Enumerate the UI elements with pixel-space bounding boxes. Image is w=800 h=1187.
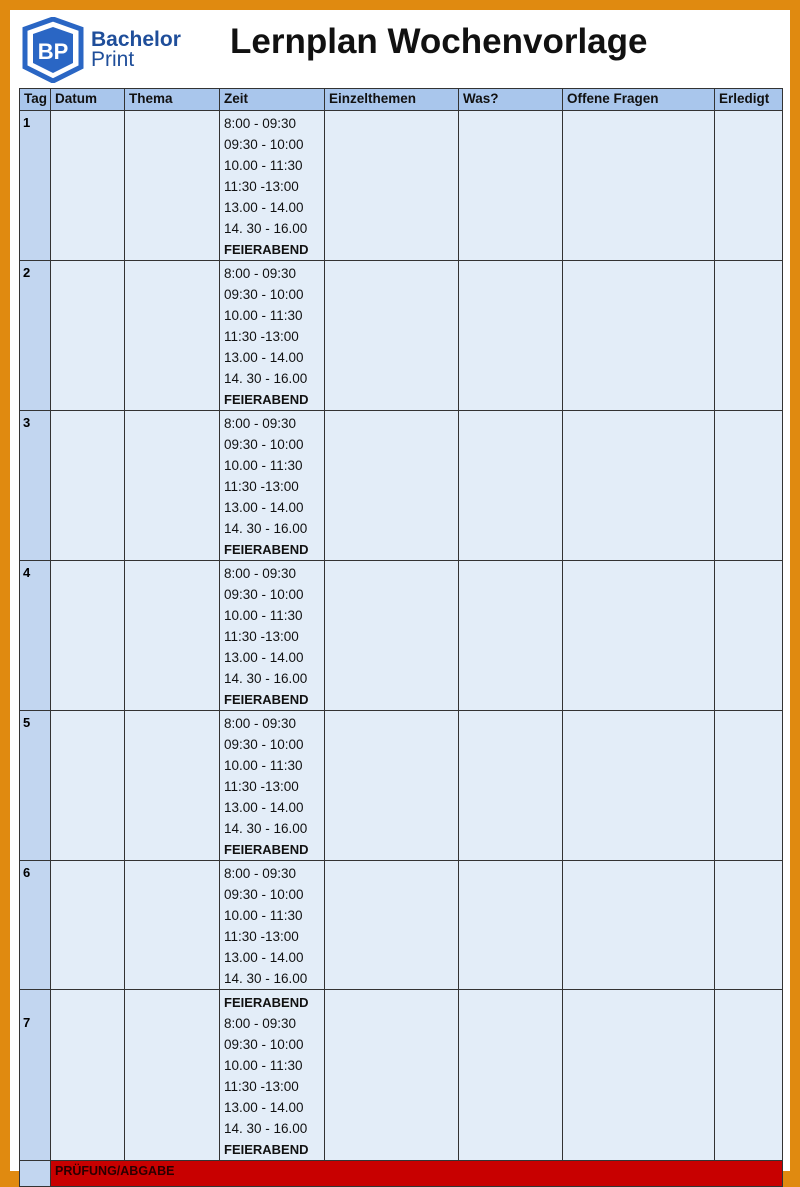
einzelthemen-cell[interactable] [325,261,459,411]
was-cell[interactable] [459,861,563,990]
day-number: 2 [20,261,51,411]
was-cell[interactable] [459,111,563,261]
thema-cell[interactable] [125,990,220,1161]
erledigt-cell[interactable] [715,861,783,990]
datum-cell[interactable] [51,990,125,1161]
plan-table [19,88,783,1187]
was-cell[interactable] [459,561,563,711]
thema-cell[interactable] [125,261,220,411]
einzelthemen-cell[interactable] [325,561,459,711]
day-number: 3 [20,411,51,561]
day-number: 1 [20,111,51,261]
was-cell[interactable] [459,411,563,561]
column-header-datum: Datum [51,89,125,111]
einzelthemen-cell[interactable] [325,411,459,561]
time-slot: 09:30 - 10:00 [224,1037,304,1052]
erledigt-cell[interactable] [715,711,783,861]
zeit-cell [220,411,325,561]
was-cell[interactable] [459,990,563,1161]
time-slot: 09:30 - 10:00 [224,137,304,152]
day-number: 6 [20,861,51,990]
offene-fragen-cell[interactable] [563,711,715,861]
time-slot: 13.00 - 14.00 [224,1100,304,1115]
time-slot: 11:30 -13:00 [224,929,299,944]
time-slot: 09:30 - 10:00 [224,287,304,302]
time-slot: 11:30 -13:00 [224,1079,299,1094]
feierabend-label: FEIERABEND [224,542,309,557]
day-row [20,861,783,990]
einzelthemen-cell[interactable] [325,861,459,990]
day-number: 7 [20,990,51,1161]
column-header-tag: Tag [20,89,51,111]
page-title: Lernplan Wochenvorlage [230,22,648,61]
was-cell[interactable] [459,261,563,411]
time-slot: 13.00 - 14.00 [224,200,304,215]
datum-cell[interactable] [51,261,125,411]
time-slot: 10.00 - 11:30 [224,458,303,473]
feierabend-label: FEIERABEND [224,995,309,1010]
svg-text:BP: BP [37,39,69,64]
column-header-was: Was? [459,89,563,111]
time-slot: 13.00 - 14.00 [224,800,304,815]
time-slot: 8:00 - 09:30 [224,1016,297,1031]
datum-cell[interactable] [51,861,125,990]
logo-wordmark [91,30,181,70]
time-slot: 10.00 - 11:30 [224,908,303,923]
column-header-thema: Thema [125,89,220,111]
logo-line-1: Bachelor [91,28,181,51]
feierabend-label: FEIERABEND [224,692,309,707]
time-slot: 11:30 -13:00 [224,629,299,644]
erledigt-cell[interactable] [715,411,783,561]
time-slot: 8:00 - 09:30 [224,416,297,431]
time-slot: 14. 30 - 16.00 [224,821,308,836]
offene-fragen-cell[interactable] [563,861,715,990]
feierabend-label: FEIERABEND [224,1142,309,1157]
datum-cell[interactable] [51,561,125,711]
time-slot: 13.00 - 14.00 [224,500,304,515]
time-slot: 10.00 - 11:30 [224,608,303,623]
einzelthemen-cell[interactable] [325,111,459,261]
column-header-zeit: Zeit [220,89,325,111]
day-row [20,111,783,261]
time-slot: 09:30 - 10:00 [224,737,304,752]
zeit-cell [220,561,325,711]
erledigt-cell[interactable] [715,990,783,1161]
time-slot: 14. 30 - 16.00 [224,221,308,236]
bachelor-print-logo-icon [21,17,85,83]
offene-fragen-cell[interactable] [563,261,715,411]
datum-cell[interactable] [51,111,125,261]
time-slot: 14. 30 - 16.00 [224,371,308,386]
zeit-cell [220,711,325,861]
table-header-row [20,89,783,111]
time-slot: 09:30 - 10:00 [224,887,304,902]
day-row [20,411,783,561]
day-number: 4 [20,561,51,711]
time-slot: 10.00 - 11:30 [224,158,303,173]
time-slot: 14. 30 - 16.00 [224,971,308,986]
was-cell[interactable] [459,711,563,861]
time-slot: 10.00 - 11:30 [224,1058,303,1073]
erledigt-cell[interactable] [715,111,783,261]
zeit-cell [220,261,325,411]
thema-cell[interactable] [125,411,220,561]
zeit-cell [220,111,325,261]
day-row [20,261,783,411]
time-slot: 8:00 - 09:30 [224,866,297,881]
thema-cell[interactable] [125,111,220,261]
column-header-offene-fragen: Offene Fragen [563,89,715,111]
time-slot: 8:00 - 09:30 [224,566,297,581]
erledigt-cell[interactable] [715,261,783,411]
offene-fragen-cell[interactable] [563,411,715,561]
logo-line-2: Print [91,48,135,71]
thema-cell[interactable] [125,561,220,711]
offene-fragen-cell[interactable] [563,561,715,711]
time-slot: 8:00 - 09:30 [224,116,297,131]
time-slot: 11:30 -13:00 [224,329,299,344]
time-slot: 09:30 - 10:00 [224,437,304,452]
day-row [20,711,783,861]
feierabend-label: FEIERABEND [224,842,309,857]
time-slot: 09:30 - 10:00 [224,587,304,602]
time-slot: 14. 30 - 16.00 [224,1121,308,1136]
thema-cell[interactable] [125,711,220,861]
time-slot: 13.00 - 14.00 [224,950,304,965]
time-slot: 11:30 -13:00 [224,779,299,794]
zeit-cell [220,861,325,990]
feierabend-label: FEIERABEND [224,242,309,257]
time-slot: 13.00 - 14.00 [224,350,304,365]
thema-cell[interactable] [125,861,220,990]
time-slot: 8:00 - 09:30 [224,266,297,281]
datum-cell[interactable] [51,711,125,861]
document-sheet [10,10,790,1178]
time-slot: 14. 30 - 16.00 [224,671,308,686]
feierabend-label: FEIERABEND [224,392,309,407]
time-slot: 8:00 - 09:30 [224,716,297,731]
day-row [20,561,783,711]
logo [21,10,221,90]
column-header-einzelthemen: Einzelthemen [325,89,459,111]
time-slot: 11:30 -13:00 [224,179,299,194]
time-slot: 10.00 - 11:30 [224,308,303,323]
einzelthemen-cell[interactable] [325,990,459,1161]
zeit-cell [220,990,325,1161]
plan-table-wrapper [19,88,782,1178]
time-slot: 11:30 -13:00 [224,479,299,494]
exam-tag-cell [20,1161,51,1187]
offene-fragen-cell[interactable] [563,990,715,1161]
einzelthemen-cell[interactable] [325,711,459,861]
erledigt-cell[interactable] [715,561,783,711]
day-number: 5 [20,711,51,861]
offene-fragen-cell[interactable] [563,111,715,261]
time-slot: 10.00 - 11:30 [224,758,303,773]
datum-cell[interactable] [51,411,125,561]
day-row [20,990,783,1161]
column-header-erledigt: Erledigt [715,89,783,111]
exam-deadline-label: PRÜFUNG/ABGABE [51,1161,783,1187]
exam-row [20,1161,783,1187]
time-slot: 14. 30 - 16.00 [224,521,308,536]
time-slot: 13.00 - 14.00 [224,650,304,665]
